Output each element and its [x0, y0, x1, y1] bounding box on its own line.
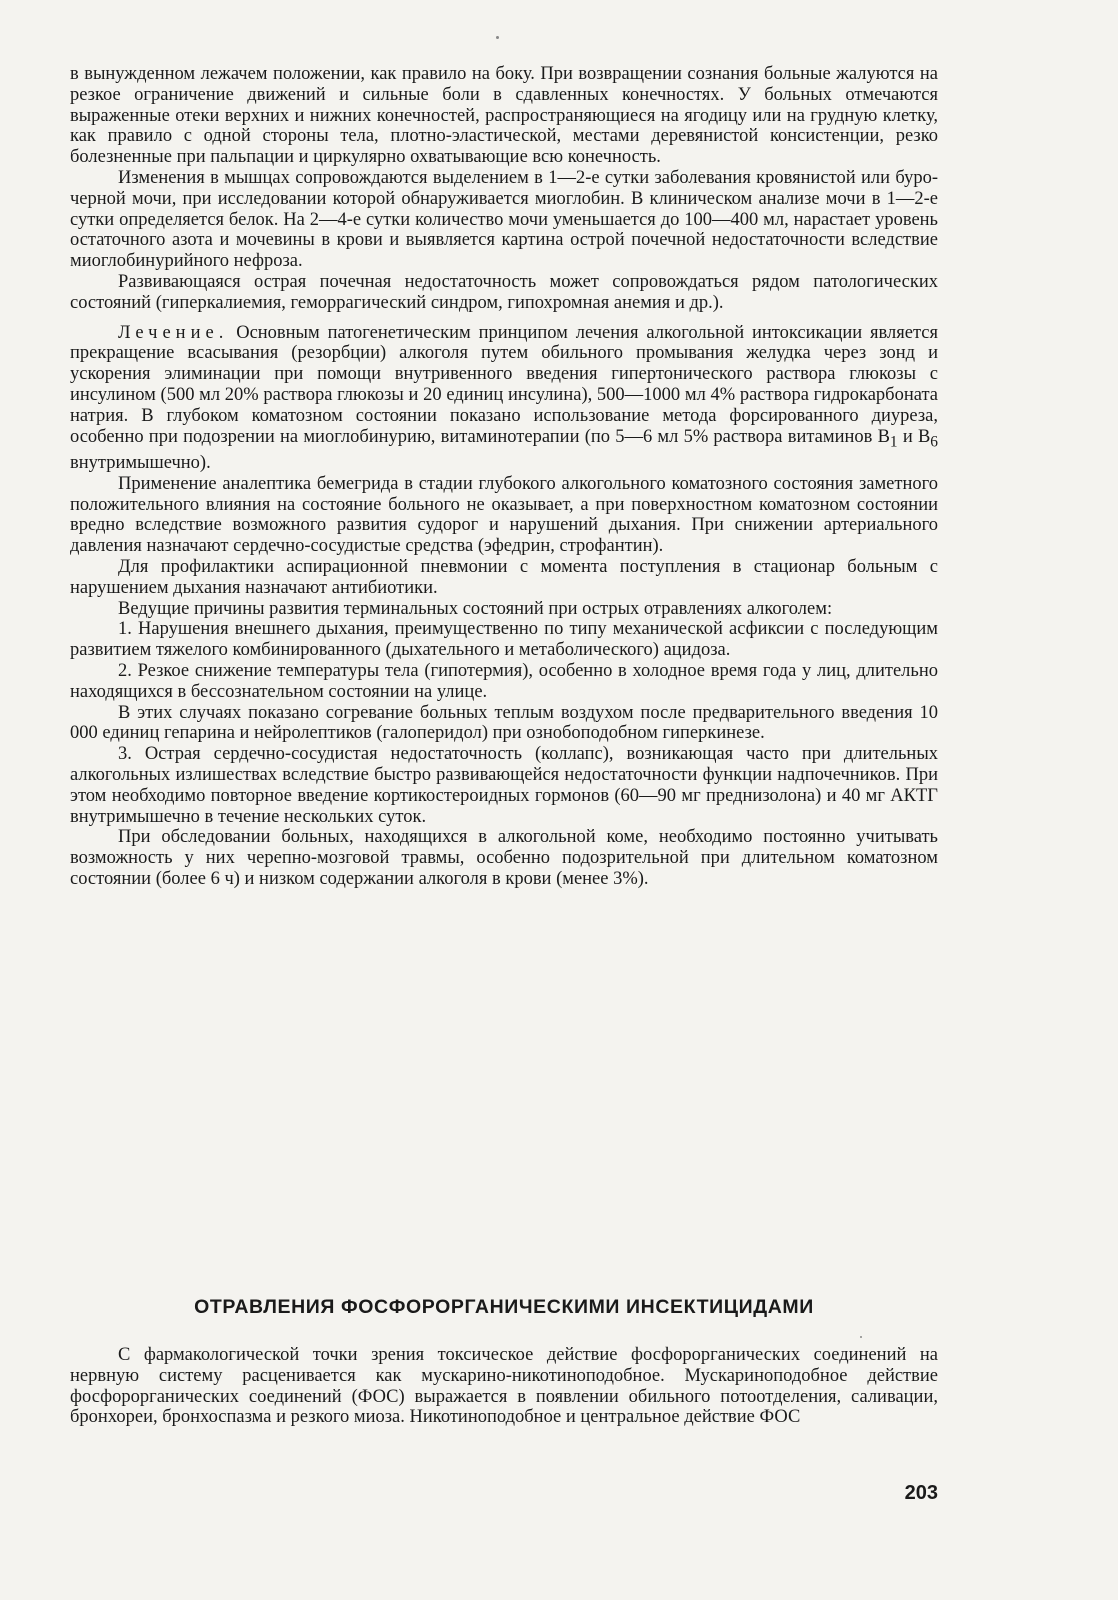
paragraph: Изменения в мышцах сопровождаются выделением в 1—2-е сутки заболевания кровянистой или буро-черной мочи, при исследовании которой обнаруживается миоглобин. В клиническом анализе мочи в 1—2-е сутки определяется белок. На 2—4-е сутки количество мочи уменьшается до 100—400 мл, нарастает уровень остаточного азота и мочевины в крови и выявляется картина острой почечной недостаточности вследствие миоглобинурийного нефроза.: [70, 167, 938, 272]
paragraph: С фармакологической точки зрения токсическое действие фосфорорганических соединений на нервную систему расценивается как мускарино-никотиноподобное. Мускариноподобное действие фосфорорганических соединений (ФОС) выражается в появлении обильного потоотделения, саливации, бронхореи, бронхоспазма и резкого миоза. Никотиноподобное и центральное действие ФОС: [70, 1345, 938, 1428]
treatment-lead: Лечение.: [118, 322, 229, 343]
print-speck: [860, 1336, 862, 1338]
vitamin-subscript: 6: [930, 433, 938, 451]
page-number: 203: [904, 1482, 938, 1504]
paragraph: Применение аналептика бемегрида в стадии глубокого алкогольного коматозного состояния заметного положительного влияния на состояние больного не оказывает, а при поверхностном коматозном состоянии вредно вследствие возможного развития судорог и нарушений дыхания. При снижении артериального давления назначают сердечно-сосудистые средства (эфедрин, строфантин).: [70, 473, 938, 557]
section-text: [70, 1345, 938, 1428]
list-item: 3. Острая сердечно-сосудистая недостаточность (коллапс), возникающая часто при длительных алкогольных излишествах вследствие быстро развивающейся недостаточности функции надпочечников. При этом необходимо повторное введение кортикостероидных гормонов (60—90 мг преднизолона) и 40 мг АКТГ внутримышечно в течение нескольких суток.: [70, 744, 938, 827]
print-speck: [496, 36, 499, 39]
paragraph: Развивающаяся острая почечная недостаточность может сопровождаться рядом патологических состояний (гиперкалиемия, геморрагический синдром, гипохромная анемия и др.).: [70, 271, 938, 313]
section-title: ОТРАВЛЕНИЯ ФОСФОРОРГАНИЧЕСКИМИ ИНСЕКТИЦИДАМИ: [194, 1296, 814, 1318]
treatment-text: Основным патогенетическим принципом лечения алкогольной интоксикации является прекращение всасывания (резорбции) алкоголя путем обильного промывания желудка через зонд и ускорения элиминации при помощи внутривенного введения гипертонического раствора глюкозы с инсулином (500 мл 20% раствора глюкозы и 20 единиц инсулина), 500—1000 мл 4% раствора гидрокарбоната натрия. В глубоком коматозном состоянии показано использование метода форсированного диуреза, особенно при подозрении на миоглобинурию, витаминотерапии (по 5—6 мл 5% раствора витаминов B: [70, 322, 939, 447]
paragraph: в вынужденном лежачем положении, как правило на боку. При возвращении сознания больные жалуются на резкое ограничение движений и сильные боли в сдавленных конечностях. У больных отмечаются выраженные отеки верхних и нижних конечностей, распространяющиеся на ягодицу или на грудную клетку, как правило с одной стороны тела, плотно-эластической, местами деревянистой консистенции, резко болезненные при пальпации и циркулярно охватывающие всю конечность.: [70, 64, 938, 168]
paragraph: При обследовании больных, находящихся в алкогольной коме, необходимо постоянно учитывать возможность у них черепно-мозговой травмы, особенно подозрительной при длительном коматозном состоянии (более 6 ч) и низком содержании алкоголя в крови (менее 3%).: [70, 827, 938, 889]
paragraph: Ведущие причины развития терминальных состояний при острых отравлениях алкоголем:: [118, 598, 833, 619]
main-text: [70, 64, 938, 890]
treatment-text-and: и B: [897, 426, 931, 447]
vitamin-subscript: 1: [889, 433, 898, 451]
list-item: 2. Резкое снижение температуры тела (гипотермия), особенно в холодное время года у лиц, длительно находящихся в бессознательном состоянии на улице.: [70, 661, 938, 702]
paragraph: Для профилактики аспирационной пневмонии с момента поступления в стационар больным с нарушением дыхания назначают антибиотики.: [70, 557, 938, 598]
list-item: 1. Нарушения внешнего дыхания, преимущественно по типу механической асфиксии с последующим развитием тяжелого комбинированного (дыхательного и метаболического) ацидоза.: [70, 619, 938, 661]
paragraph-treatment: [70, 323, 938, 474]
paragraph: В этих случаях показано согревание больных теплым воздухом после предварительного введения 10 000 единиц гепарина и нейролептиков (галоперидол) при ознобоподобном гиперкинезе.: [70, 702, 938, 744]
treatment-text-end: внутримышечно).: [70, 453, 211, 474]
